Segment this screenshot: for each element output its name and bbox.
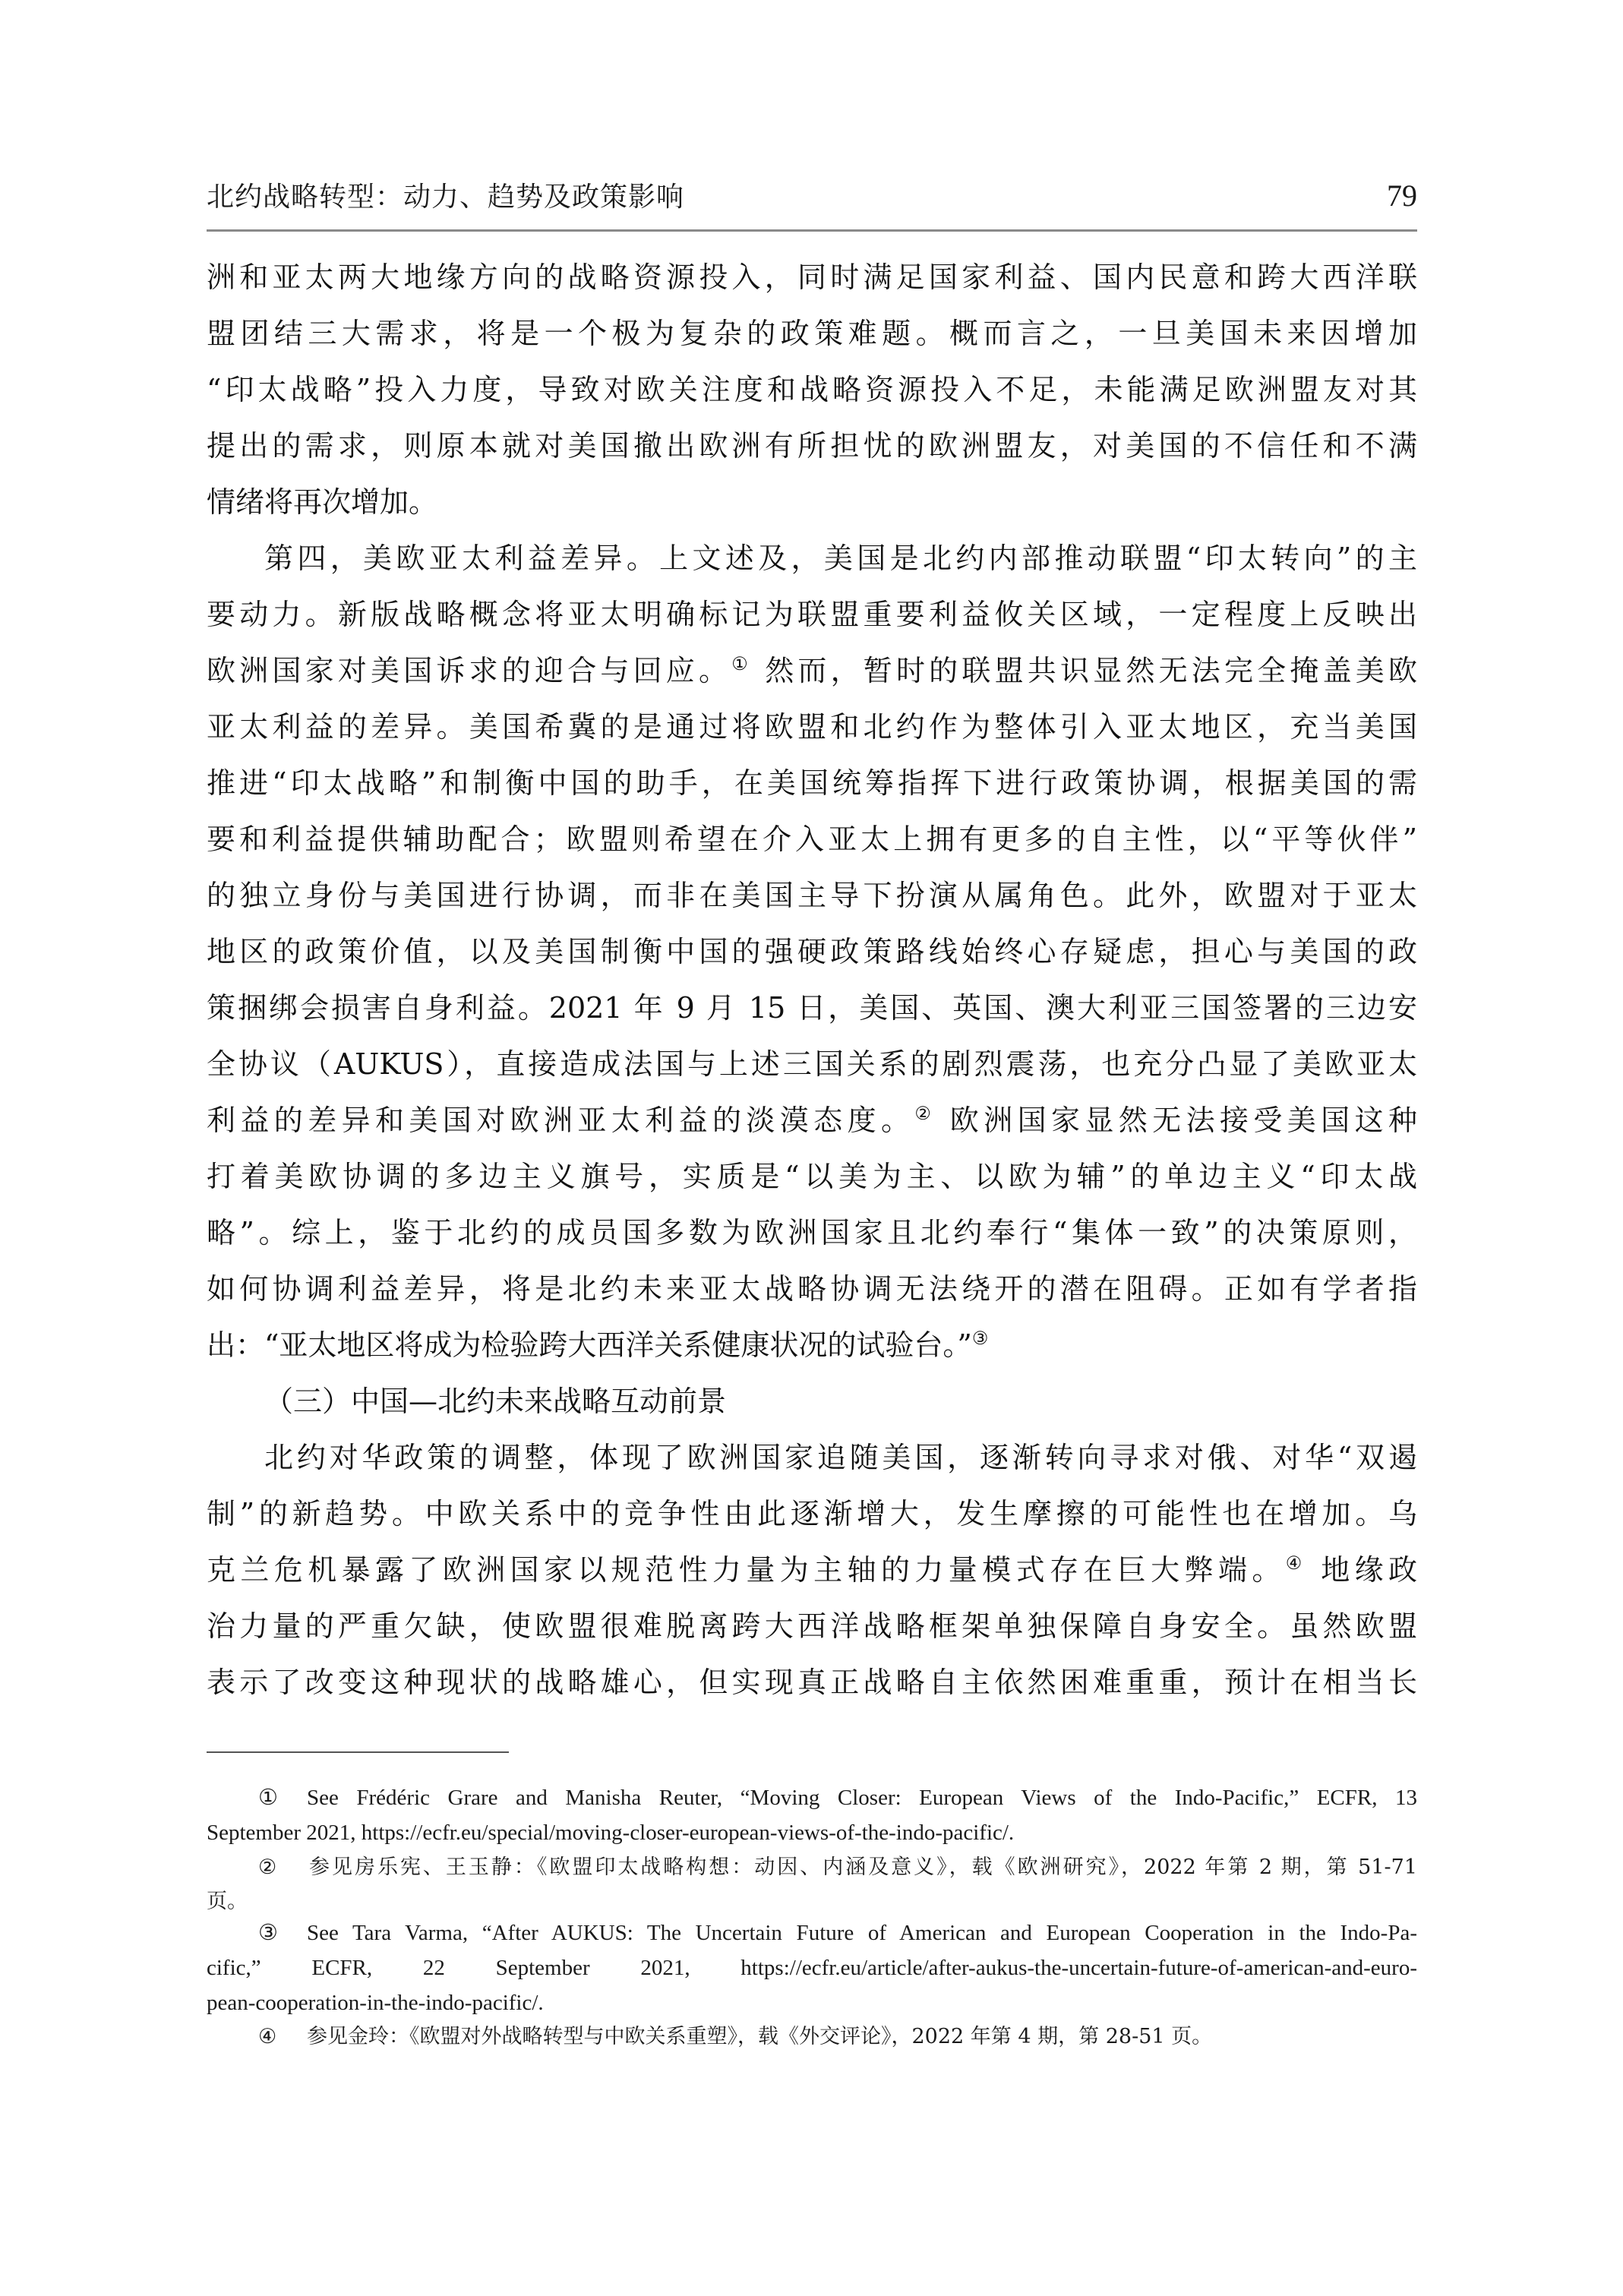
footnote-text: See Frédéric Grare and Manisha Reuter, “Moving Closer: European Views of the Indo-Pacific,” ECFR, 13 <box>307 1786 1417 1810</box>
running-title: 北约战略转型：动力、趋势及政策影响 <box>207 182 685 213</box>
footnote-mark: ④ <box>258 2025 277 2048</box>
footnote-2-cont: 页。 <box>207 1890 248 1913</box>
body-segment: 利益的差异和美国对欧洲亚太利益的淡漠态度。 <box>207 1104 915 1137</box>
footnote-text: See Tara Varma, “After AUKUS: The Uncertain Future of American and European Cooperation in the Indo-Pa- <box>307 1921 1417 1945</box>
header-rule <box>207 229 1417 232</box>
body-segment: 欧洲国家对美国诉求的迎合与回应。 <box>207 654 732 687</box>
body-line: 推进“印太战略”和制衡中国的助手，在美国统筹指挥下进行政策协调，根据美国的需 <box>207 766 1417 800</box>
footnote-4 <box>258 2022 1417 2052</box>
footnote-text: 参见房乐宪、王玉静：《欧盟印太战略构想：动因、内涵及意义》，载《欧洲研究》，2022 年第 2 期，第 51-71 <box>307 1855 1417 1879</box>
body-segment: 出：“亚太地区将成为检验跨大西洋关系健康状况的试验台。” <box>207 1328 972 1362</box>
footnote-ref[interactable]: ① <box>731 653 752 674</box>
body-line: 治力量的严重欠缺，使欧盟很难脱离跨大西洋战略框架单独保障自身安全。虽然欧盟 <box>207 1609 1417 1643</box>
body-line <box>207 1097 1417 1143</box>
footnote-mark: ① <box>258 1786 278 1810</box>
footnote-mark: ② <box>258 1855 277 1879</box>
body-segment: 克兰危机暴露了欧洲国家以规范性力量为主轴的力量模式存在巨大弊端。 <box>207 1553 1286 1587</box>
body-line: 如何协调利益差异，将是北约未来亚太战略协调无法绕开的潜在阻碍。正如有学者指 <box>207 1272 1417 1306</box>
body-line: 洲和亚太两大地缘方向的战略资源投入，同时满足国家利益、国内民意和跨大西洋联 <box>207 261 1417 294</box>
body-line: “印太战略”投入力度，导致对欧关注度和战略资源投入不足，未能满足欧洲盟友对其 <box>207 373 1417 406</box>
footnote-3-cont: pean-cooperation-in-the-indo-pacific/. <box>207 1991 544 2015</box>
footnote-1 <box>258 1783 1417 1813</box>
body-line: 全协议（AUKUS），直接造成法国与上述三国关系的剧烈震荡，也充分凸显了美欧亚太 <box>207 1047 1417 1081</box>
body-segment: 然而，暂时的联盟共识显然无法完全掩盖美欧 <box>765 654 1417 687</box>
body-line: 的独立身份与美国进行协调，而非在美国主导下扮演从属角色。此外，欧盟对于亚太 <box>207 879 1417 912</box>
body-line: 亚太利益的差异。美国希冀的是通过将欧盟和北约作为整体引入亚太地区，充当美国 <box>207 710 1417 744</box>
footnote-1-cont: September 2021, https://ecfr.eu/special/moving-closer-european-views-of-the-indo-pacific/. <box>207 1821 1015 1845</box>
body-line <box>207 1322 1417 1368</box>
body-line <box>207 1547 1417 1593</box>
footnote-ref[interactable]: ③ <box>971 1328 989 1349</box>
footnote-text: 参见金玲：《欧盟对外战略转型与中欧关系重塑》，载《外交评论》，2022 年第 4 期，第 28-51 页。 <box>307 2025 1213 2048</box>
body-segment: 地缘政 <box>1321 1553 1417 1587</box>
body-line: 表示了改变这种现状的战略雄心，但实现真正战略自主依然困难重重，预计在相当长 <box>207 1666 1417 1699</box>
body-line: 情绪将再次增加。 <box>207 485 438 519</box>
body-line <box>207 648 1417 693</box>
footnote-ref[interactable]: ④ <box>1285 1552 1307 1574</box>
footnote-rule <box>207 1751 509 1753</box>
body-line: 要和利益提供辅助配合；欧盟则希望在介入亚太上拥有更多的自主性，以“平等伙伴” <box>207 823 1417 856</box>
footnote-2 <box>258 1852 1417 1883</box>
body-segment: 欧洲国家显然无法接受美国这种 <box>949 1104 1417 1137</box>
paragraph-start: 第四，美欧亚太利益差异。上文述及，美国是北约内部推动联盟“印太转向”的主 <box>264 542 1417 575</box>
body-line: 盟团结三大需求，将是一个极为复杂的政策难题。概而言之，一旦美国未来因增加 <box>207 317 1417 350</box>
footnote-3-cont: cific,” ECFR, 22 September 2021, https://ecfr.eu/article/after-aukus-the-uncertain-future-of-american-and-euro- <box>207 1956 1417 1980</box>
footnote-mark: ③ <box>258 1921 278 1945</box>
body-line: 要动力。新版战略概念将亚太明确标记为联盟重要利益攸关区域，一定程度上反映出 <box>207 598 1417 631</box>
body-line: 略”。综上，鉴于北约的成员国多数为欧洲国家且北约奉行“集体一致”的决策原则， <box>207 1216 1417 1249</box>
body-line: 提出的需求，则原本就对美国撤出欧洲有所担忧的欧洲盟友，对美国的不信任和不满 <box>207 429 1417 463</box>
body-line: 打着美欧协调的多边主义旗号，实质是“以美为主、以欧为辅”的单边主义“印太战 <box>207 1160 1417 1193</box>
page-number: 79 <box>1387 178 1417 213</box>
body-line: 地区的政策价值，以及美国制衡中国的强硬政策路线始终心存疑虑，担心与美国的政 <box>207 935 1417 968</box>
footnote-ref[interactable]: ② <box>914 1103 936 1124</box>
body-line: 策捆绑会损害自身利益。2021 年 9 月 15 日，美国、英国、澳大利亚三国签署的三边安 <box>207 991 1417 1025</box>
footnote-3 <box>258 1918 1417 1948</box>
body-line: 制”的新趋势。中欧关系中的竞争性由此逐渐增大，发生摩擦的可能性也在增加。乌 <box>207 1497 1417 1530</box>
paragraph-start: 北约对华政策的调整，体现了欧洲国家追随美国，逐渐转向寻求对俄、对华“双遏 <box>264 1441 1417 1474</box>
section-heading: （三）中国—北约未来战略互动前景 <box>264 1385 727 1418</box>
